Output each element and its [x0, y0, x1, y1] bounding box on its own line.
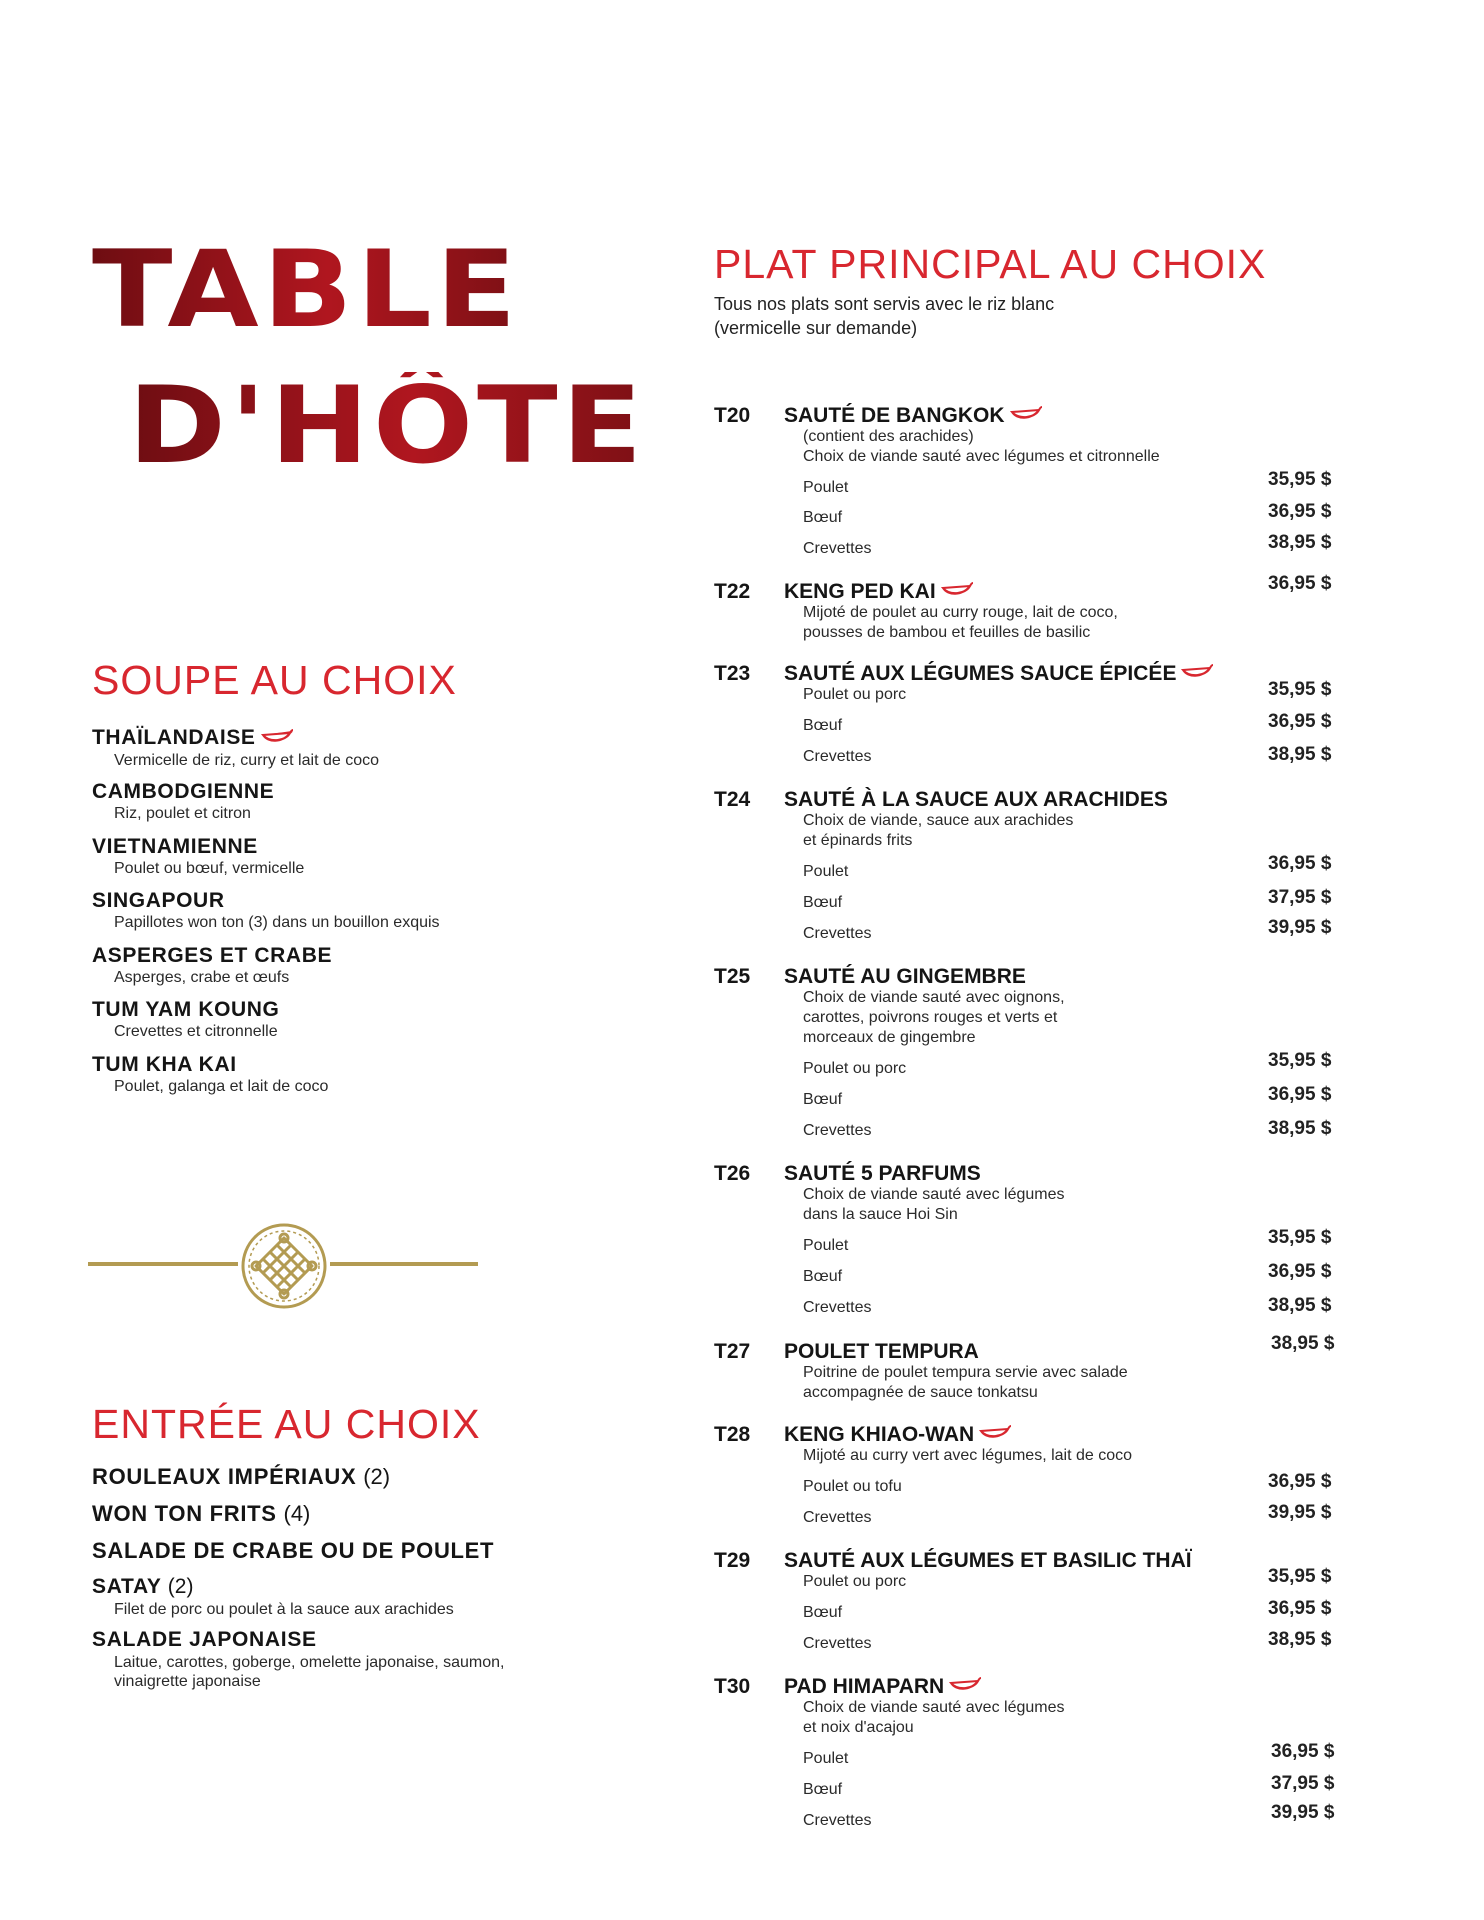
dish-description: Poitrine de poulet tempura servie avec salade [803, 1364, 1128, 1381]
dish-option-price: 37,95 $ [1271, 1773, 1335, 1794]
soup-name: CAMBODGIENNE [92, 780, 275, 803]
entree-description: vinaigrette japonaise [114, 1673, 261, 1690]
soup-item [92, 834, 304, 878]
entree-name: WON TON FRITS [92, 1501, 277, 1526]
dish-code: T28 [714, 1423, 751, 1446]
entree-quantity: (2) [167, 1575, 194, 1598]
dish-option-price: 36,95 $ [1268, 853, 1332, 874]
soup-name: SINGAPOUR [92, 889, 225, 912]
dish-option-label: Crevettes [803, 1509, 872, 1526]
dish-option-label: Poulet ou porc [803, 1060, 907, 1077]
dish-description: dans la sauce Hoi Sin [803, 1206, 958, 1223]
entree-quantity: (2) [363, 1464, 391, 1489]
dish-option-label: Bœuf [803, 1091, 843, 1108]
entree-description: Laitue, carottes, goberge, omelette japonaise, saumon, [114, 1654, 505, 1671]
dish-code: T26 [714, 1162, 751, 1185]
dish-option-price: 38,95 $ [1268, 1295, 1332, 1316]
soup-name: VIETNAMIENNE [92, 835, 258, 858]
entree-name: SALADE JAPONAISE [92, 1628, 317, 1651]
dish-description: Mijoté de poulet au curry rouge, lait de coco, [803, 604, 1118, 621]
dish-option-label: Poulet ou porc [803, 686, 907, 703]
dish-description: Choix de viande sauté avec légumes et citronnelle [803, 448, 1160, 465]
dish-option-price: 35,95 $ [1268, 1227, 1332, 1248]
soup-name: TUM KHA KAI [92, 1053, 237, 1076]
main-section-title: PLAT PRINCIPAL AU CHOIX [714, 241, 1267, 287]
dish-description: et épinards frits [803, 832, 913, 849]
dish-option-price: 36,95 $ [1268, 711, 1332, 732]
dish-description: carottes, poivrons rouges et verts et [803, 1009, 1058, 1026]
entree-item [92, 1500, 310, 1527]
entree-name: SATAY [92, 1575, 162, 1598]
dish-code: T30 [714, 1675, 751, 1698]
dish-code: T24 [714, 788, 751, 811]
dish-option-price: 38,95 $ [1268, 744, 1332, 765]
soup-name: THAÏLANDAISE [92, 726, 256, 749]
main-section-subtitle: (vermicelle sur demande) [714, 318, 918, 338]
dish-option-price: 37,95 $ [1268, 887, 1332, 908]
endless-knot-ornament-icon [240, 1222, 328, 1315]
dish-option-price: 36,95 $ [1268, 1598, 1332, 1619]
dish-option-price: 36,95 $ [1271, 1741, 1335, 1762]
soup-description: Vermicelle de riz, curry et lait de coco [114, 751, 379, 769]
dish-name: KENG PED KAI [784, 580, 936, 603]
dish-option-label: Crevettes [803, 1635, 872, 1652]
dish-option-label: Bœuf [803, 509, 843, 526]
entree-item [92, 1573, 454, 1619]
dish-option-label: Crevettes [803, 748, 872, 765]
entree-item [92, 1463, 390, 1490]
dish-option-label: Poulet [803, 479, 849, 496]
dish-option-label: Bœuf [803, 894, 843, 911]
dish-code: T23 [714, 662, 751, 685]
entree-item [92, 1626, 504, 1691]
dish-option-label: Crevettes [803, 925, 872, 942]
dish-description: Mijoté au curry vert avec légumes, lait de coco [803, 1447, 1133, 1464]
dish-name: SAUTÉ À LA SAUCE AUX ARACHIDES [784, 788, 1168, 811]
dish-option-price: 36,95 $ [1268, 501, 1332, 522]
dish-description: Choix de viande sauté avec oignons, [803, 989, 1065, 1006]
dish-option-price: 36,95 $ [1268, 1261, 1332, 1282]
dish-name: PAD HIMAPARN [784, 1675, 945, 1698]
dish-price: 36,95 $ [1268, 573, 1332, 594]
soup-description: Riz, poulet et citron [114, 805, 251, 822]
soup-name: TUM YAM KOUNG [92, 998, 280, 1021]
dish-option-price: 35,95 $ [1268, 469, 1332, 490]
entree-quantity: (4) [283, 1501, 311, 1526]
entree-name: SALADE DE CRABE OU DE POULET [92, 1538, 495, 1563]
dish-price: 38,95 $ [1271, 1333, 1335, 1354]
dish-option-label: Crevettes [803, 1299, 872, 1316]
dish-option-price: 38,95 $ [1268, 1118, 1332, 1139]
dish-option-label: Poulet [803, 1750, 849, 1767]
dish-option-price: 36,95 $ [1268, 1084, 1332, 1105]
soup-description: Poulet, galanga et lait de coco [114, 1078, 329, 1095]
logo-line-2: D'HÔTE [128, 363, 647, 488]
dish-option-label: Bœuf [803, 717, 843, 734]
dish-name: SAUTÉ DE BANGKOK [784, 404, 1005, 427]
entree-section-title: ENTRÉE AU CHOIX [92, 1401, 481, 1447]
dish-description: Choix de viande, sauce aux arachides [803, 812, 1074, 829]
dish-name: SAUTÉ AUX LÉGUMES ET BASILIC THAÏ [784, 1549, 1192, 1572]
main-section-subtitle: Tous nos plats sont servis avec le riz blanc [714, 294, 1055, 314]
logo-line-1: TABLE [92, 227, 521, 352]
dish-option-price: 38,95 $ [1268, 532, 1332, 553]
soup-section-title: SOUPE AU CHOIX [92, 657, 457, 703]
entree-item [92, 1537, 494, 1564]
dish-option-label: Poulet [803, 1237, 849, 1254]
dish-option-label: Bœuf [803, 1781, 843, 1798]
chili-pepper-icon [1009, 404, 1043, 428]
dish-option-label: Crevettes [803, 1122, 872, 1139]
dish-description: Choix de viande sauté avec légumes [803, 1186, 1065, 1203]
dish-description: pousses de bambou et feuilles de basilic [803, 624, 1091, 641]
soup-description: Poulet ou bœuf, vermicelle [114, 860, 305, 877]
soup-item [92, 943, 332, 987]
chili-pepper-icon [940, 580, 974, 604]
ornament-divider-left [88, 1262, 238, 1266]
dish-option-price: 35,95 $ [1268, 679, 1332, 700]
chili-pepper-icon [1180, 662, 1214, 686]
dish-option-label: Bœuf [803, 1604, 843, 1621]
dish-code: T25 [714, 965, 751, 988]
dish-option-price: 38,95 $ [1268, 1629, 1332, 1650]
dish-option-price: 39,95 $ [1268, 1502, 1332, 1523]
soup-item [92, 1052, 328, 1096]
dish-code: T29 [714, 1549, 751, 1572]
dish-option-label: Poulet [803, 863, 849, 880]
soup-name: ASPERGES ET CRABE [92, 944, 333, 967]
dish-description: (contient des arachides) [803, 428, 974, 445]
dish-option-label: Crevettes [803, 540, 872, 557]
soup-description: Asperges, crabe et œufs [114, 969, 290, 986]
soup-description: Papillotes won ton (3) dans un bouillon exquis [114, 914, 440, 931]
chili-pepper-icon [260, 726, 294, 751]
dish-name: POULET TEMPURA [784, 1340, 979, 1363]
dish-description: morceaux de gingembre [803, 1029, 976, 1046]
dish-name: SAUTÉ 5 PARFUMS [784, 1162, 981, 1185]
dish-description: Choix de viande sauté avec légumes [803, 1699, 1065, 1716]
dish-code: T27 [714, 1340, 751, 1363]
dish-description: et noix d'acajou [803, 1719, 914, 1736]
dish-option-price: 35,95 $ [1268, 1566, 1332, 1587]
dish-option-price: 35,95 $ [1268, 1050, 1332, 1071]
soup-item [92, 888, 440, 932]
entree-name: ROULEAUX IMPÉRIAUX [92, 1464, 357, 1489]
soup-item [92, 997, 279, 1041]
dish-name: KENG KHIAO-WAN [784, 1423, 975, 1446]
dish-option-label: Poulet ou porc [803, 1573, 907, 1590]
soup-description: Crevettes et citronnelle [114, 1023, 278, 1040]
dish-code: T22 [714, 580, 751, 603]
dish-option-price: 39,95 $ [1268, 917, 1332, 938]
chili-pepper-icon [978, 1423, 1012, 1447]
dish-option-price: 39,95 $ [1271, 1802, 1335, 1823]
dish-description: accompagnée de sauce tonkatsu [803, 1384, 1038, 1401]
dish-name: SAUTÉ AUX LÉGUMES SAUCE ÉPICÉE [784, 662, 1177, 685]
dish-option-label: Crevettes [803, 1812, 872, 1829]
entree-description: Filet de porc ou poulet à la sauce aux arachides [114, 1601, 454, 1618]
dish-name: SAUTÉ AU GINGEMBRE [784, 965, 1026, 988]
soup-item [92, 779, 274, 823]
dish-option-label: Bœuf [803, 1268, 843, 1285]
dish-code: T20 [714, 404, 751, 427]
ornament-divider-right [330, 1262, 478, 1266]
dish-option-price: 36,95 $ [1268, 1471, 1332, 1492]
soup-item [92, 725, 379, 770]
chili-pepper-icon [948, 1675, 982, 1699]
dish-option-label: Poulet ou tofu [803, 1478, 902, 1495]
